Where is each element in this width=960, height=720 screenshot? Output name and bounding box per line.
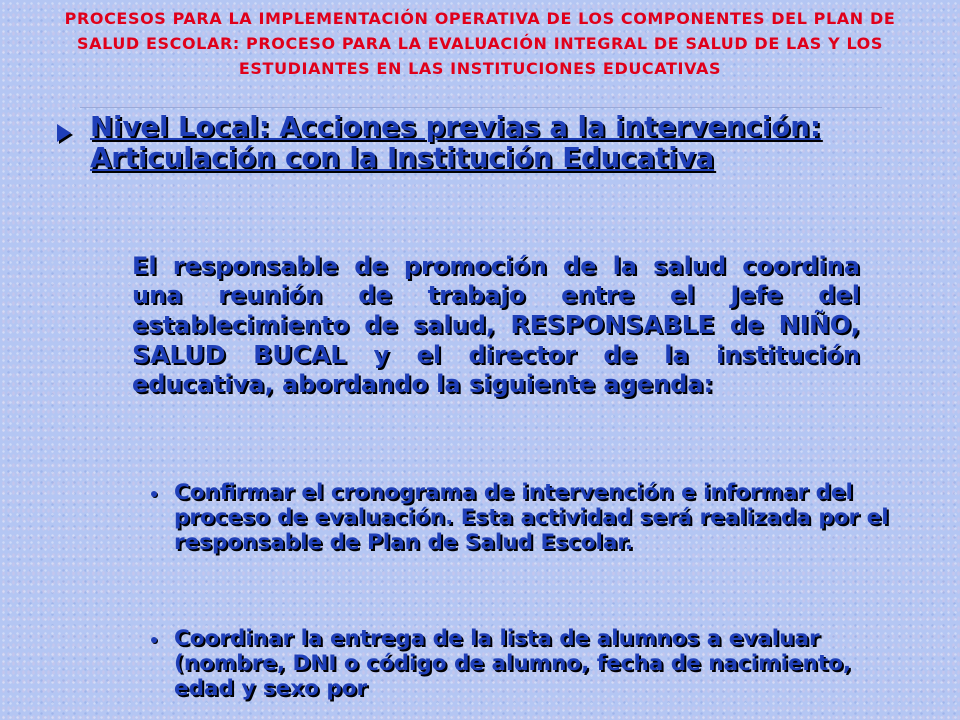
arrow-bullet-icon xyxy=(57,124,71,142)
title-divider xyxy=(80,107,882,108)
paragraph-uppercase-2: NIÑO, SALUD BUCAL xyxy=(132,310,860,369)
bullet-dot-icon xyxy=(151,637,157,643)
paragraph-text-3: y el director de la institución educativa, abordando la siguiente agenda: xyxy=(132,341,860,398)
paragraph-uppercase-1: RESPONSABLE xyxy=(510,310,715,339)
bullet-dot-icon xyxy=(151,491,157,497)
bullet-item: Confirmar el cronograma de intervención e informar del proceso de evaluación. Esta actividad será realizada por el responsable de Plan de Salud Escolar. xyxy=(174,480,889,555)
body-paragraph xyxy=(132,252,860,399)
paragraph-text-2: de xyxy=(714,311,779,339)
section-heading: Nivel Local: Acciones previas a la intervención: Articulación con la Institución Educativa xyxy=(90,111,821,174)
paragraph-text-1: El responsable de promoción de la salud coordina una reunión de trabajo entre el Jefe del establecimiento de salud, xyxy=(132,252,860,339)
bullet-item: Coordinar la entrega de la lista de alumnos a evaluar (nombre, DNI o código de alumno, fecha de nacimiento, edad y sexo por xyxy=(174,626,852,701)
slide-title: PROCESOS PARA LA IMPLEMENTACIÓN OPERATIVA DE LOS COMPONENTES DEL PLAN DE SALUD ESCOLAR: PROCESO PARA LA EVALUACIÓN INTEGRAL DE SALUD DE LAS Y LOS ESTUDIANTES EN LAS INSTITUCIONES EDUCATIVAS xyxy=(64,9,896,78)
